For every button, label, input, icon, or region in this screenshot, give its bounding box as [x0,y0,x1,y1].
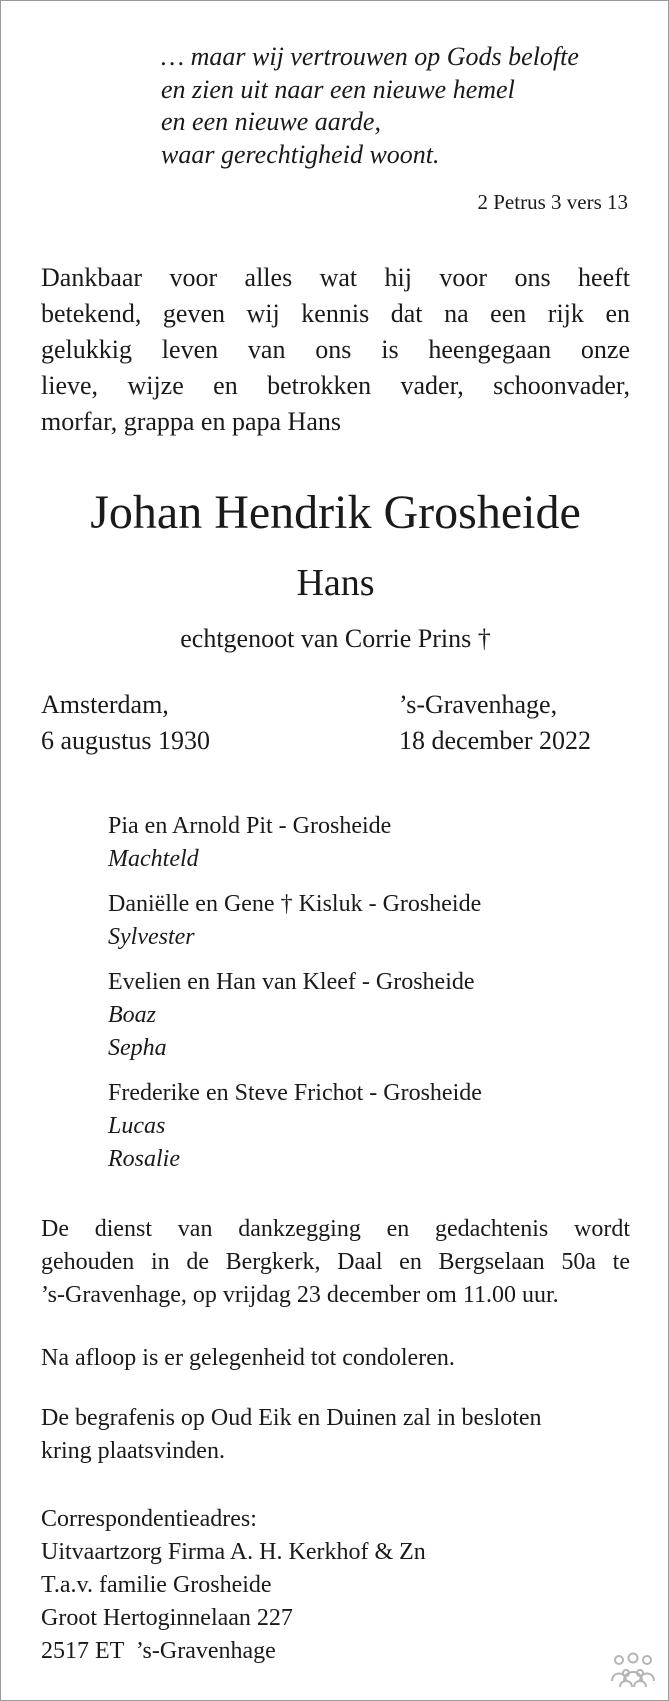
address-line: 2517 ET ’s-Gravenhage [41,1638,276,1664]
address-line: Uitvaartzorg Firma A. H. Kerkhof & Zn [41,1539,426,1565]
intro-paragraph [41,260,630,440]
intro-line: morfar, grappa en papa Hans [41,407,341,436]
deceased-call-name: Hans [296,562,375,604]
quote-reference: 2 Petrus 3 vers 13 [477,190,628,214]
intro-line: lieve, wijze en betrokken vader, schoonvader, [41,371,630,400]
family-child: Lucas [108,1113,166,1139]
family-group [108,888,482,954]
condolence-paragraph: Na afloop is er gelegenheid tot condoleren. [41,1345,455,1371]
family-child: Rosalie [108,1146,180,1172]
service-line: ’s-Gravenhage, op vrijdag 23 december om 11.00 uur. [41,1282,559,1308]
service-paragraph [41,1213,630,1312]
family-parents: Daniëlle en Gene † Kisluk - Grosheide [108,891,482,917]
family-group [108,966,482,1065]
burial-paragraph [41,1402,630,1468]
deceased-full-name: Johan Hendrik Grosheide [90,486,581,539]
family-group [108,1077,482,1176]
service-line: gehouden in de Bergkerk, Daal en Bergselaan 50a te [41,1249,630,1275]
burial-line: kring plaatsvinden. [41,1438,225,1464]
intro-line: Dankbaar voor alles wat hij voor ons heeft [41,263,630,292]
address-line: Correspondentieadres: [41,1506,257,1532]
intro-line: betekend, geven wij kennis dat na een rijk en [41,299,630,328]
family-child: Machteld [108,846,199,872]
quote-line: … maar wij vertrouwen op Gods belofte [161,42,579,71]
quote-line: waar gerechtigheid woont. [161,139,440,169]
death-place: ’s-Gravenhage, [399,690,558,719]
family-child: Sepha [108,1035,167,1061]
correspondence-address [41,1503,426,1668]
bible-quote [161,41,641,171]
intro-line: gelukkig leven van ons is heengegaan onze [41,335,630,364]
birth-place: Amsterdam, [41,690,169,719]
service-line: De dienst van dankzegging en gedachtenis wordt [41,1216,630,1242]
death-info [399,687,591,759]
quote-line: en zien uit naar een nieuwe hemel [161,74,515,104]
burial-line: De begrafenis op Oud Eik en Duinen zal in besloten [41,1405,542,1431]
family-parents: Pia en Arnold Pit - Grosheide [108,813,392,839]
quote-line: en een nieuwe aarde, [161,107,381,136]
address-line: Groot Hertoginnelaan 227 [41,1605,293,1631]
family-child: Boaz [108,1002,156,1028]
birth-date: 6 augustus 1930 [41,726,210,755]
death-date: 18 december 2022 [399,726,592,755]
spouse-line: echtgenoot van Corrie Prins † [180,624,491,653]
birth-info [41,687,210,759]
people-group-icon [609,1651,657,1689]
family-group [108,810,482,876]
address-line: T.a.v. familie Grosheide [41,1572,272,1598]
family-list [108,810,482,1188]
family-parents: Frederike en Steve Frichot - Grosheide [108,1080,482,1106]
family-parents: Evelien en Han van Kleef - Grosheide [108,969,475,995]
family-child: Sylvester [108,924,195,950]
